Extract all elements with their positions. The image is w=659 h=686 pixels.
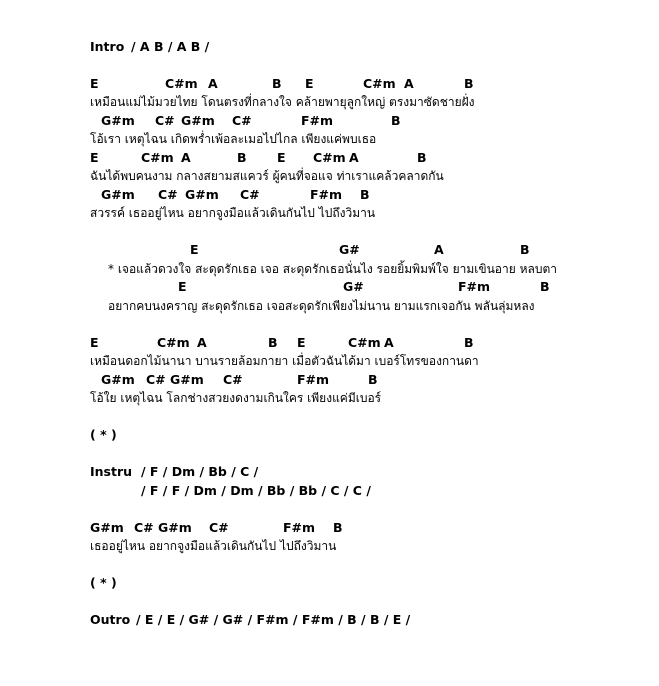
chord-label: C# (240, 187, 260, 202)
chord-label: A (404, 76, 414, 91)
instru-label: Instru (90, 464, 133, 479)
lyric-text: * เจอแล้วดวงใจ สะดุดรักเธอ เจอ สะดุดรักเธอนั่นไง รอยยิ้มพิมพ์ใจ ยามเขินอาย หลบตา (108, 262, 558, 276)
chord-label: C#m (363, 76, 396, 91)
lyric-text: เหมือนดอกไม้นานา บานรายล้อมกายา เมื่อตัวฉันได้มา เบอร์โทรของกานดา (90, 354, 479, 368)
chord-label: G# (339, 242, 360, 257)
verse2-chord-line-1 (0, 334, 659, 352)
chord-label: G#m (185, 187, 219, 202)
chord-label: B (464, 76, 474, 91)
chord-label: C# (232, 113, 252, 128)
chorus-chord-line-2 (0, 278, 659, 296)
lyric-text: โอ้ใย เหตุไฉน โลกช่างสวยงดงามเกินใคร เพียงแค่มีเบอร์ (90, 391, 382, 405)
chord-label: A (349, 150, 359, 165)
chord-label: E (190, 242, 199, 257)
lyric-text: เธออยู่ไหน อยากจูงมือแล้วเดินกันไป ไปถึงวิมาน (90, 539, 337, 553)
chord-label: B (368, 372, 378, 387)
chord-label: C#m (141, 150, 174, 165)
chord-label: C#m (165, 76, 198, 91)
chord-label: E (90, 76, 99, 91)
chord-label: E (297, 335, 306, 350)
chord-label: A (197, 335, 207, 350)
chord-label: C# (134, 520, 154, 535)
chord-label: B (540, 279, 550, 294)
chord-label: B (360, 187, 370, 202)
chord-label: A (384, 335, 394, 350)
outro-chords: / E / E / G# / G# / F#m / F#m / B / B / E / (136, 612, 411, 627)
chord-label: C#m (348, 335, 381, 350)
chord-label: E (90, 335, 99, 350)
verse1-chord-line-2 (0, 112, 659, 130)
chord-label: F#m (458, 279, 491, 294)
chorus-chord-line-1 (0, 241, 659, 259)
bridge-chord-line (0, 519, 659, 537)
lyric-text: ฉันได้พบคนงาม กลางสยามสแควร์ ผู้คนที่จอแจ ท่าเราแคล้วคลาดกัน (90, 169, 444, 183)
chord-label: E (277, 150, 286, 165)
chord-label: C# (209, 520, 229, 535)
chord-label: F#m (283, 520, 316, 535)
chord-label: C#m (157, 335, 190, 350)
chord-label: E (305, 76, 314, 91)
chord-label: C# (155, 113, 175, 128)
verse1-chord-line-3 (0, 149, 659, 167)
chord-label: G#m (158, 520, 192, 535)
verse1-chord-line-4 (0, 186, 659, 204)
chord-label: F#m (297, 372, 330, 387)
chord-label: G#m (101, 187, 135, 202)
instru-chords-1: / F / Dm / Bb / C / (141, 464, 259, 479)
chord-label: G#m (170, 372, 204, 387)
lyric-text: อยากคบนงคราญ สะดุดรักเธอ เจอสะดุดรักเพียงไม่นาน ยามแรกเจอกัน พลันลุ่มหลง (108, 299, 535, 313)
chord-label: B (272, 76, 282, 91)
chord-label: B (391, 113, 401, 128)
chord-label: C# (158, 187, 178, 202)
chord-label: E (178, 279, 187, 294)
instru-chords-2: / F / F / Dm / Dm / Bb / Bb / C / C / (141, 483, 371, 498)
chord-label: B (237, 150, 247, 165)
verse1-chord-line-1 (0, 75, 659, 93)
intro-chords: / A B / A B / (131, 39, 210, 54)
chord-label: B (333, 520, 343, 535)
intro-label: Intro (90, 39, 125, 54)
chord-label: A (181, 150, 191, 165)
lyric-text: โอ้เรา เหตุไฉน เกิดพร่ำเพ้อละเมอไปไกล เพียงแค่พบเธอ (90, 132, 377, 146)
chord-label: A (208, 76, 218, 91)
chord-label: G#m (101, 372, 135, 387)
repeat-text: ( * ) (90, 427, 117, 442)
chord-label: G# (343, 279, 364, 294)
chord-label: B (464, 335, 474, 350)
chord-label: G#m (181, 113, 215, 128)
chord-label: F#m (301, 113, 334, 128)
chord-label: B (520, 242, 530, 257)
lyric-text: เหมือนแม่ไม้มวยไทย โดนตรงที่กลางใจ คล้ายพายุลูกใหญ่ ตรงมาซัดชายฝั่ง (90, 95, 475, 109)
chord-label: A (434, 242, 444, 257)
lyric-text: สวรรค์ เธออยู่ไหน อยากจูงมือแล้วเดินกันไป ไปถึงวิมาน (90, 206, 376, 220)
chord-label: F#m (310, 187, 343, 202)
verse2-chord-line-2 (0, 371, 659, 389)
chord-label: G#m (101, 113, 135, 128)
chord-label: G#m (90, 520, 124, 535)
chord-label: E (90, 150, 99, 165)
chord-label: C# (223, 372, 243, 387)
chord-label: B (417, 150, 427, 165)
repeat-text: ( * ) (90, 575, 117, 590)
chord-label: B (268, 335, 278, 350)
outro-label: Outro (90, 612, 131, 627)
chord-label: C#m (313, 150, 346, 165)
chord-label: C# (146, 372, 166, 387)
